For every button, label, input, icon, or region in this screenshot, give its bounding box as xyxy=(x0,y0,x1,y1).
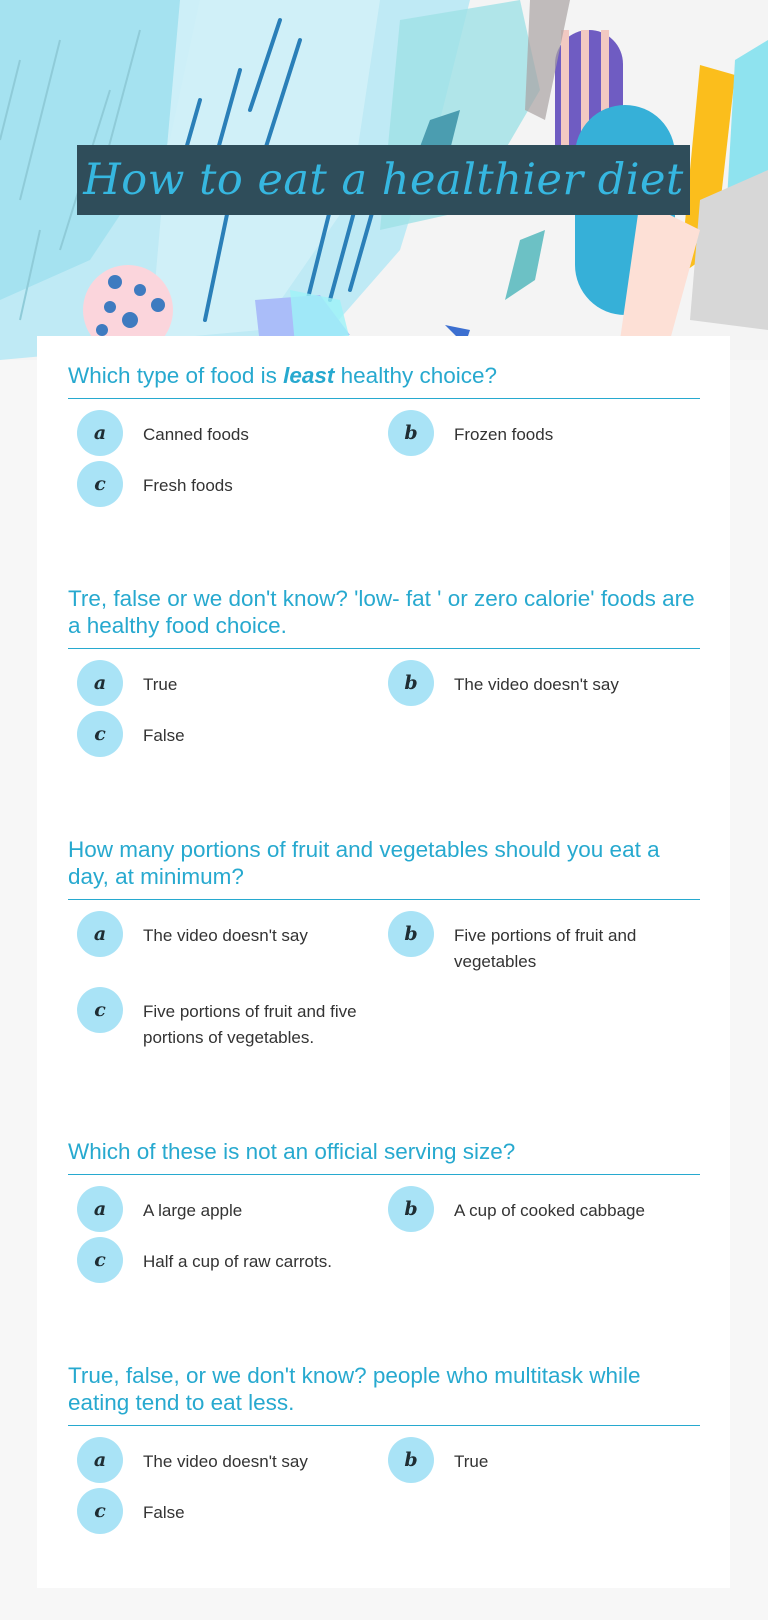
option-text: Fresh foods xyxy=(143,476,233,495)
question-text: Which of these is not an official serving size? xyxy=(68,1138,700,1175)
option-letter-badge: b xyxy=(388,1186,434,1232)
option-c[interactable] xyxy=(77,1488,383,1534)
option-text: Five portions of fruit and five portions of vegetables. xyxy=(143,1002,357,1047)
option-letter-badge: b xyxy=(388,1437,434,1483)
option-letter-badge: b xyxy=(388,911,434,957)
option-letter-badge: b xyxy=(388,660,434,706)
option-letter-badge: a xyxy=(77,1437,123,1483)
question-text: How many portions of fruit and vegetables should you eat a day, at minimum? xyxy=(68,836,700,900)
option-text: The video doesn't say xyxy=(143,926,308,945)
question-text: True, false, or we don't know? people who multitask while eating tend to eat less. xyxy=(68,1362,700,1426)
options-list xyxy=(68,1186,700,1306)
option-a[interactable] xyxy=(77,410,383,456)
question-1 xyxy=(68,362,700,530)
option-b[interactable] xyxy=(388,660,694,706)
option-letter-badge: b xyxy=(388,410,434,456)
quiz-card xyxy=(37,336,730,1588)
question-text: Tre, false or we don't know? 'low- fat ' or zero calorie' foods are a healthy food choice. xyxy=(68,585,700,649)
options-list xyxy=(68,1437,700,1557)
option-b[interactable] xyxy=(388,911,694,975)
option-text: A cup of cooked cabbage xyxy=(454,1201,645,1220)
option-text: Canned foods xyxy=(143,425,249,444)
question-3 xyxy=(68,836,700,1071)
option-b[interactable] xyxy=(388,1437,694,1483)
option-letter-badge: c xyxy=(77,1488,123,1534)
options-list xyxy=(68,660,700,780)
question-5 xyxy=(68,1362,700,1557)
options-list xyxy=(68,911,700,1071)
option-c[interactable] xyxy=(77,461,383,507)
option-text: True xyxy=(143,675,178,694)
option-text: False xyxy=(143,726,185,745)
option-letter-badge: c xyxy=(77,461,123,507)
question-text: Which type of food is least healthy choice? xyxy=(68,362,700,399)
options-list xyxy=(68,410,700,530)
question-4 xyxy=(68,1138,700,1306)
emphasis-text: least xyxy=(283,363,335,388)
option-c[interactable] xyxy=(77,987,383,1051)
option-a[interactable] xyxy=(77,911,383,957)
option-a[interactable] xyxy=(77,1186,383,1232)
option-text: True xyxy=(454,1452,489,1471)
option-letter-badge: a xyxy=(77,911,123,957)
option-text: Five portions of fruit and vegetables xyxy=(454,926,637,971)
option-letter-badge: a xyxy=(77,660,123,706)
option-letter-badge: a xyxy=(77,1186,123,1232)
option-letter-badge: c xyxy=(77,987,123,1033)
page-title: How to eat a healthier diet xyxy=(83,155,684,205)
option-text: Half a cup of raw carrots. xyxy=(143,1252,332,1271)
option-b[interactable] xyxy=(388,410,694,456)
option-text: The video doesn't say xyxy=(454,675,619,694)
option-c[interactable] xyxy=(77,1237,383,1283)
option-c[interactable] xyxy=(77,711,383,757)
option-text: The video doesn't say xyxy=(143,1452,308,1471)
option-letter-badge: c xyxy=(77,711,123,757)
option-a[interactable] xyxy=(77,660,383,706)
header-banner xyxy=(0,0,768,360)
option-text: A large apple xyxy=(143,1201,243,1220)
question-2 xyxy=(68,585,700,780)
option-letter-badge: a xyxy=(77,410,123,456)
option-text: False xyxy=(143,1503,185,1522)
option-a[interactable] xyxy=(77,1437,383,1483)
title-box xyxy=(77,145,690,215)
option-text: Frozen foods xyxy=(454,425,554,444)
option-b[interactable] xyxy=(388,1186,694,1232)
option-letter-badge: c xyxy=(77,1237,123,1283)
